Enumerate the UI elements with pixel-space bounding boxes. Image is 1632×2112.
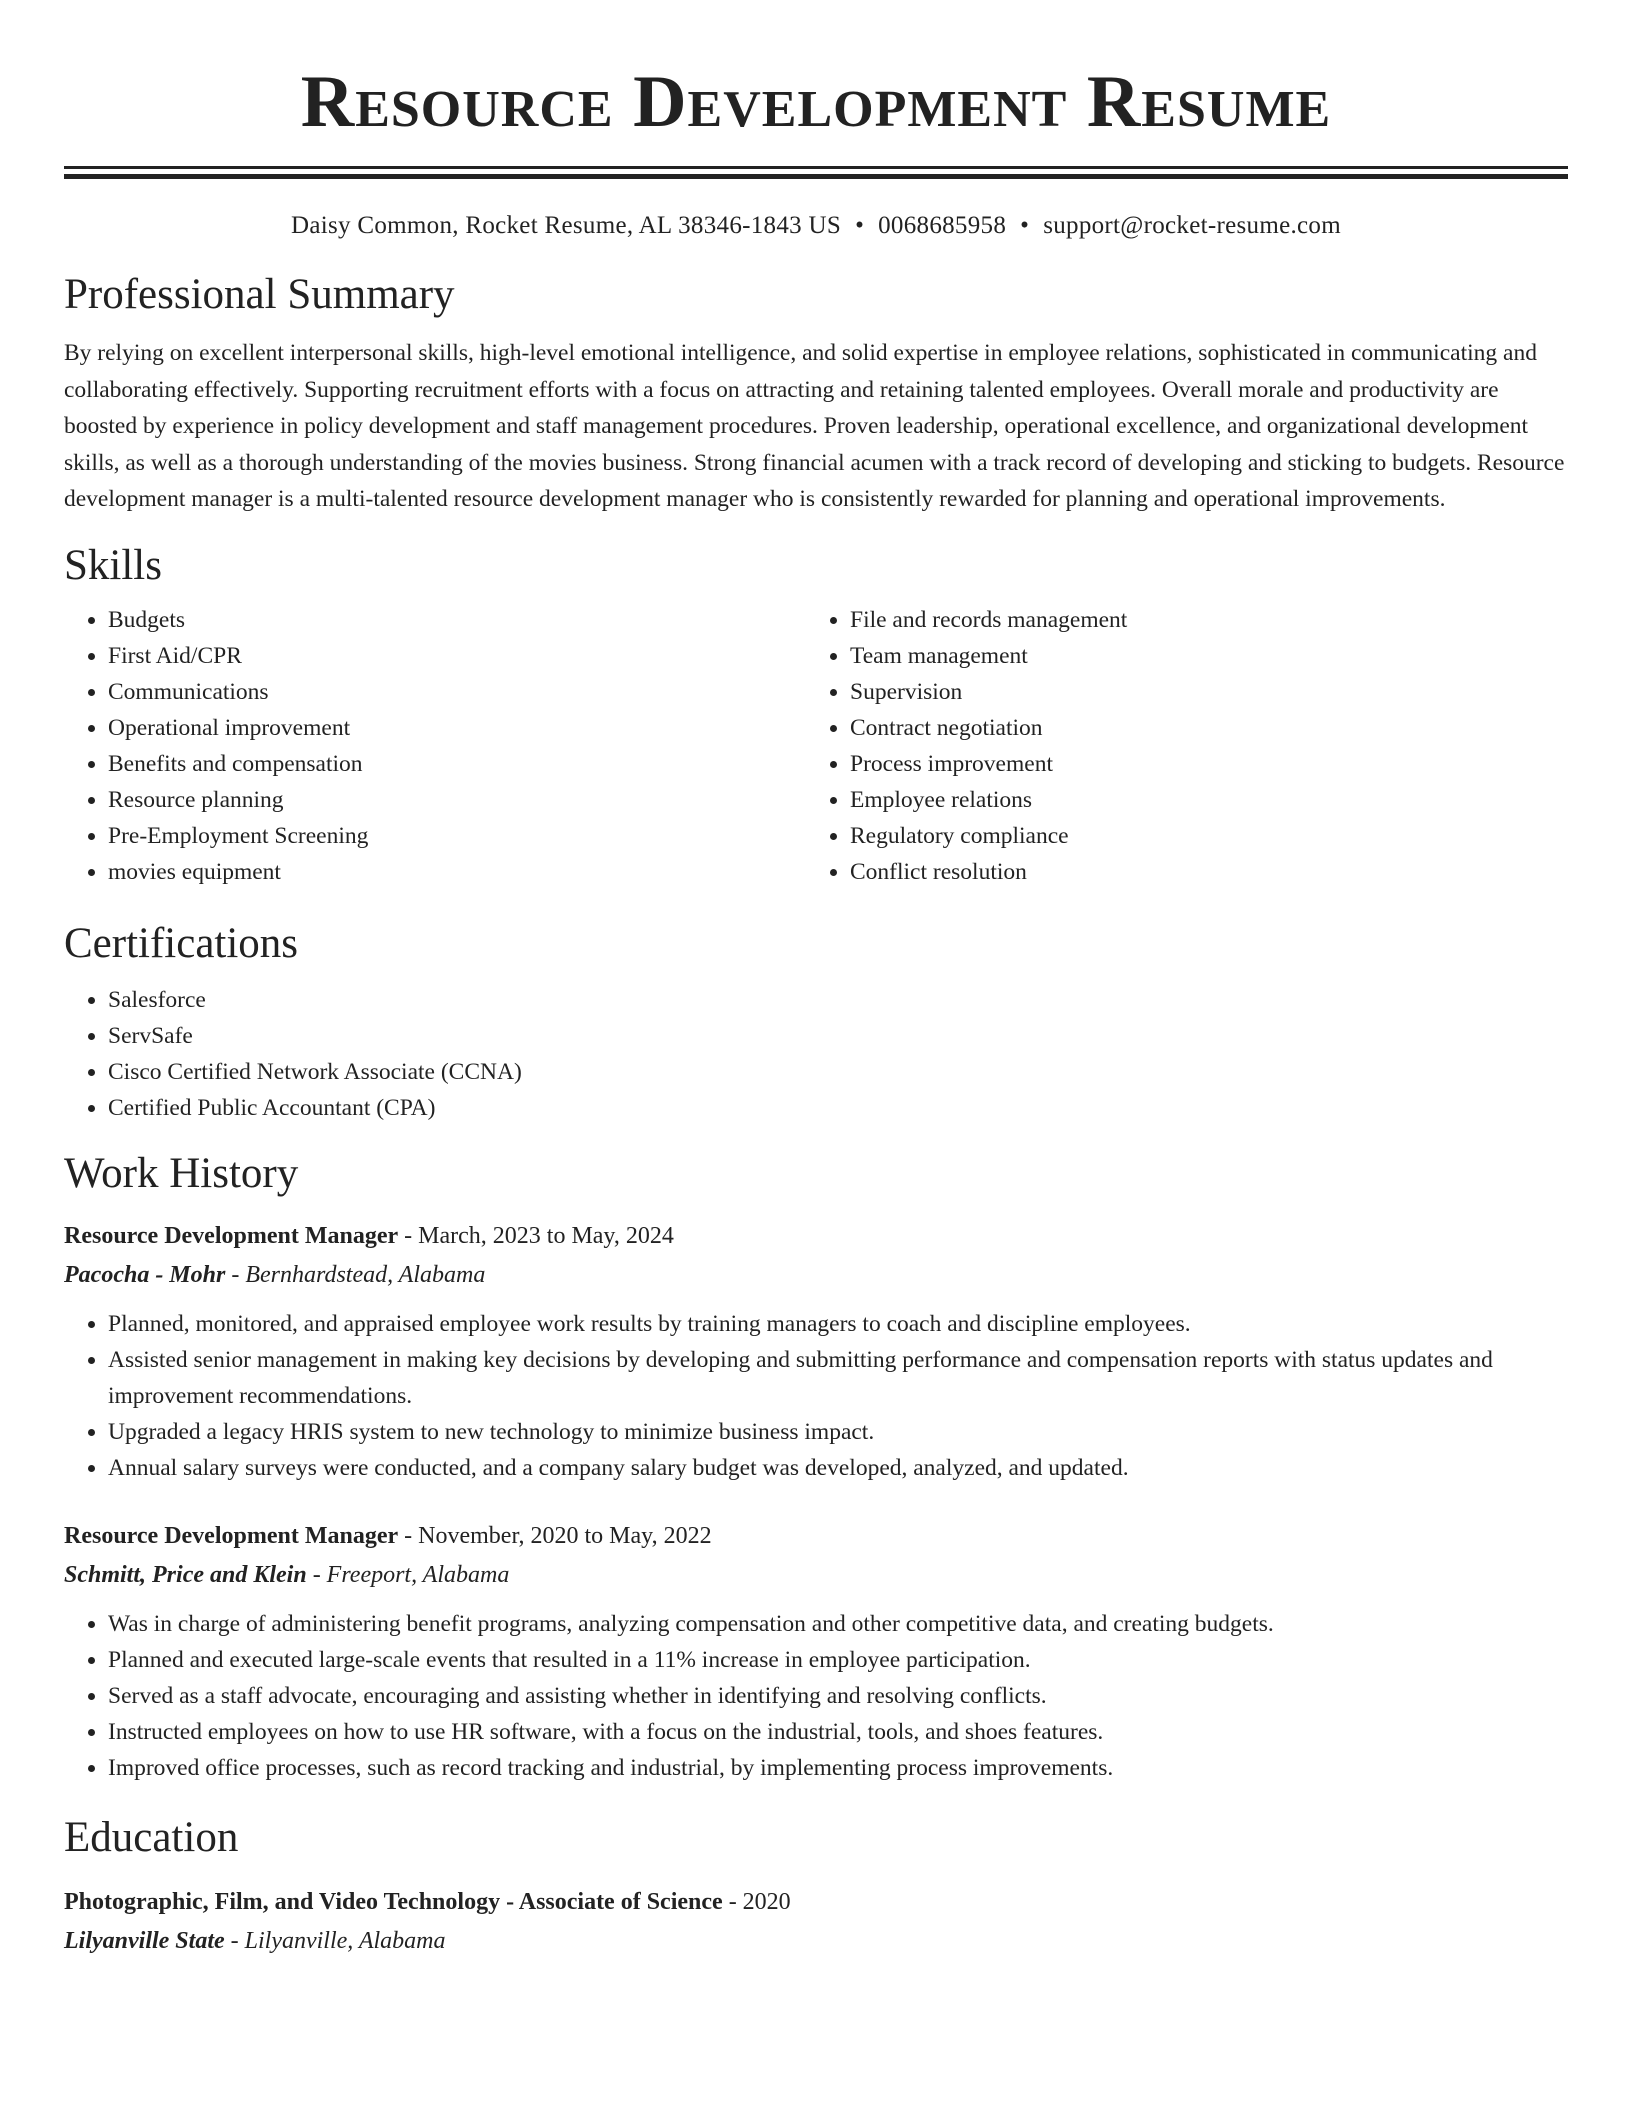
job-duty-item: • Planned and executed large-scale events that resulted in a 11% increase in employee participation.	[108, 1642, 1568, 1678]
job-duty-item: • Was in charge of administering benefit programs, analyzing compensation and other competitive data, and creating budgets.	[108, 1606, 1568, 1642]
skill-item: • Resource planning	[108, 782, 806, 818]
skill-item: • First Aid/CPR	[108, 638, 806, 674]
skill-item: • Process improvement	[850, 746, 1548, 782]
job-header	[64, 1216, 1568, 1256]
skill-item: • Team management	[850, 638, 1548, 674]
skills-heading: Skills	[64, 541, 162, 589]
graduation-year: - 2020	[722, 1888, 791, 1915]
skill-item: • Pre-Employment Screening	[108, 818, 806, 854]
job-employer	[64, 1256, 1568, 1294]
summary-heading: Professional Summary	[64, 271, 455, 318]
summary-text: By relying on excellent interpersonal skills, high-level emotional intelligence, and solid expertise in employee relations, sophisticated in communicating and collaborating effectively. Supporting recruitment efforts with a focus on attracting and retaining talented employees. Overall morale and productivity are boosted by experience in policy development and staff management procedures. Proven leadership, operational excellence, and organizational development skills, as well as a thorough understanding of the movies business. Strong financial acumen with a track record of developing and sticking to budgets. Resource development manager is a multi-talented resource development manager who is consistently rewarded for planning and operational improvements.	[64, 340, 1565, 512]
contact-phone: 0068685958	[878, 212, 1007, 239]
job-title: Resource Development Manager	[64, 1222, 399, 1249]
title-rule-top	[64, 166, 1568, 169]
certification-item: • Certified Public Accountant (CPA)	[108, 1090, 1568, 1126]
company-location: - Bernhardstead, Alabama	[225, 1261, 486, 1288]
company-location: - Freeport, Alabama	[306, 1561, 510, 1588]
education-school	[64, 1922, 1568, 1960]
certifications-heading: Certifications	[64, 919, 299, 967]
skills-columns	[64, 602, 1568, 890]
job-duties-list	[64, 1306, 1568, 1486]
skill-item: • Communications	[108, 674, 806, 710]
skill-item: • Operational improvement	[108, 710, 806, 746]
skill-item: • Budgets	[108, 602, 806, 638]
skill-item: • Benefits and compensation	[108, 746, 806, 782]
education-header	[64, 1882, 1568, 1922]
job-duty-item: • Instructed employees on how to use HR software, with a focus on the industrial, tools, and shoes features.	[108, 1714, 1568, 1750]
skills-left-list	[64, 602, 806, 890]
company-name: Schmitt, Price and Klein	[64, 1561, 307, 1588]
job-duty-item: • Planned, monitored, and appraised employee work results by training managers to coach and discipline employees.	[108, 1306, 1568, 1342]
work-history-heading: Work History	[64, 1149, 299, 1197]
degree-name: Photographic, Film, and Video Technology - Associate of Science	[64, 1888, 723, 1915]
certification-item: • Salesforce	[108, 982, 1568, 1018]
job-header	[64, 1516, 1568, 1556]
certification-item: • ServSafe	[108, 1018, 1568, 1054]
job-entry	[64, 1516, 1568, 1786]
skill-item: • Regulatory compliance	[850, 818, 1548, 854]
skill-item: • movies equipment	[108, 854, 806, 890]
job-duty-item: • Served as a staff advocate, encouraging and assisting whether in identifying and resolving conflicts.	[108, 1678, 1568, 1714]
job-duty-item: • Upgraded a legacy HRIS system to new technology to minimize business impact.	[108, 1414, 1568, 1450]
contact-line	[64, 209, 1568, 243]
contact-separator: •	[1020, 212, 1030, 239]
skill-item: • File and records management	[850, 602, 1548, 638]
job-duty-item: • Annual salary surveys were conducted, and a company salary budget was developed, analyzed, and updated.	[108, 1450, 1568, 1486]
resume-title: Resource Development Resume	[300, 61, 1332, 143]
skill-item: • Supervision	[850, 674, 1548, 710]
title-rule-bottom	[64, 174, 1568, 179]
job-duty-item: • Assisted senior management in making key decisions by developing and submitting performance and compensation reports with status updates and improvement recommendations.	[108, 1342, 1568, 1414]
contact-address: Daisy Common, Rocket Resume, AL 38346-1843 US	[291, 212, 842, 239]
job-duty-item: • Improved office processes, such as record tracking and industrial, by implementing process improvements.	[108, 1750, 1568, 1786]
job-dates: - November, 2020 to May, 2022	[398, 1522, 712, 1549]
company-name: Pacocha - Mohr	[64, 1261, 226, 1288]
skills-right-list	[806, 602, 1548, 890]
contact-email: support@rocket-resume.com	[1043, 212, 1341, 239]
job-duties-list	[64, 1606, 1568, 1786]
job-dates: - March, 2023 to May, 2024	[398, 1222, 674, 1249]
education-heading: Education	[64, 1813, 239, 1861]
skill-item: • Conflict resolution	[850, 854, 1548, 890]
skill-item: • Employee relations	[850, 782, 1548, 818]
certifications-list	[64, 982, 1568, 1126]
school-location: - Lilyanville, Alabama	[224, 1927, 446, 1954]
contact-separator: •	[855, 212, 865, 239]
job-entry	[64, 1216, 1568, 1486]
school-name: Lilyanville State	[64, 1927, 225, 1954]
certification-item: • Cisco Certified Network Associate (CCNA)	[108, 1054, 1568, 1090]
job-employer	[64, 1556, 1568, 1594]
skill-item: • Contract negotiation	[850, 710, 1548, 746]
job-title: Resource Development Manager	[64, 1522, 399, 1549]
